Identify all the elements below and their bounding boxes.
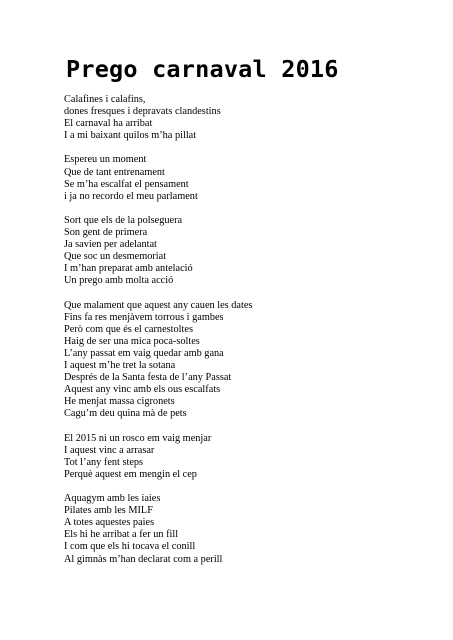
poem-line: Perquè aquest em mengin el cep (64, 468, 197, 480)
poem-line: I m’han preparat amb antelació (64, 263, 193, 275)
poem-line: Un prego amb molta acció (64, 275, 174, 287)
poem-line: A totes aquestes paies (64, 517, 155, 529)
stanza (64, 154, 424, 202)
poem-line: Ja savien per adelantat (64, 239, 157, 251)
stanza (64, 493, 424, 566)
poem-line: dones fresques i depravats clandestins (64, 106, 221, 118)
poem-line: Se m’ha escalfat el pensament (64, 178, 189, 190)
poem-line: I aquest m’he tret la sotana (64, 360, 176, 372)
poem-line: I a mi baixant quilos m’ha pillat (64, 130, 197, 142)
poem-line: Que soc un desmemoriat (64, 251, 167, 263)
poem-line: I com que els hi tocava el conill (64, 541, 196, 553)
poem-line: Calafines i calafins, (64, 94, 146, 105)
poem-line: Aquest any vinc amb els ous escalfats (64, 384, 221, 396)
poem-line: Sort que els de la polseguera (64, 214, 183, 226)
poem-line: Però com que és el carnestoltes (64, 323, 193, 335)
poem-line: Cagu’m deu quina mà de pets (64, 408, 187, 420)
poem-line: L’any passat em vaig quedar amb gana (64, 347, 224, 359)
poem-line: Pilates amb les MILF (64, 505, 153, 517)
poem-line: I aquest vinc a arrasar (64, 444, 155, 456)
poem-line: Aquagym amb les iaies (64, 493, 161, 505)
stanza (64, 215, 424, 288)
stanza (64, 94, 424, 142)
poem-line: Els hi he arribat a fer un fill (64, 529, 179, 541)
poem-line: El carnaval ha arribat (64, 118, 153, 130)
poem-body (64, 94, 424, 578)
poem-line: He menjat massa cigronets (64, 396, 175, 408)
poem-line: i ja no recordo el meu parlament (64, 190, 198, 202)
poem-line: Son gent de primera (64, 227, 148, 239)
poem-line: Espereu un moment (64, 154, 147, 166)
poem-line: Que malament que aquest any cauen les dates (64, 299, 253, 311)
stanza (64, 300, 424, 421)
document-title: Prego carnaval 2016 (66, 55, 339, 83)
poem-line: Després de la Santa festa de l’any Passat (64, 372, 232, 384)
poem-line: Fins fa res menjàvem torrous i gambes (64, 311, 224, 323)
poem-line: El 2015 ni un rosco em vaig menjar (64, 432, 212, 444)
poem-line: Que de tant entrenament (64, 166, 165, 178)
poem-line: Tot l’any fent steps (64, 456, 144, 468)
poem-line: Haig de ser una mica poca-soltes (64, 335, 200, 347)
stanza (64, 433, 424, 481)
poem-line: Al gimnàs m’han declarat com a perill (64, 553, 223, 565)
